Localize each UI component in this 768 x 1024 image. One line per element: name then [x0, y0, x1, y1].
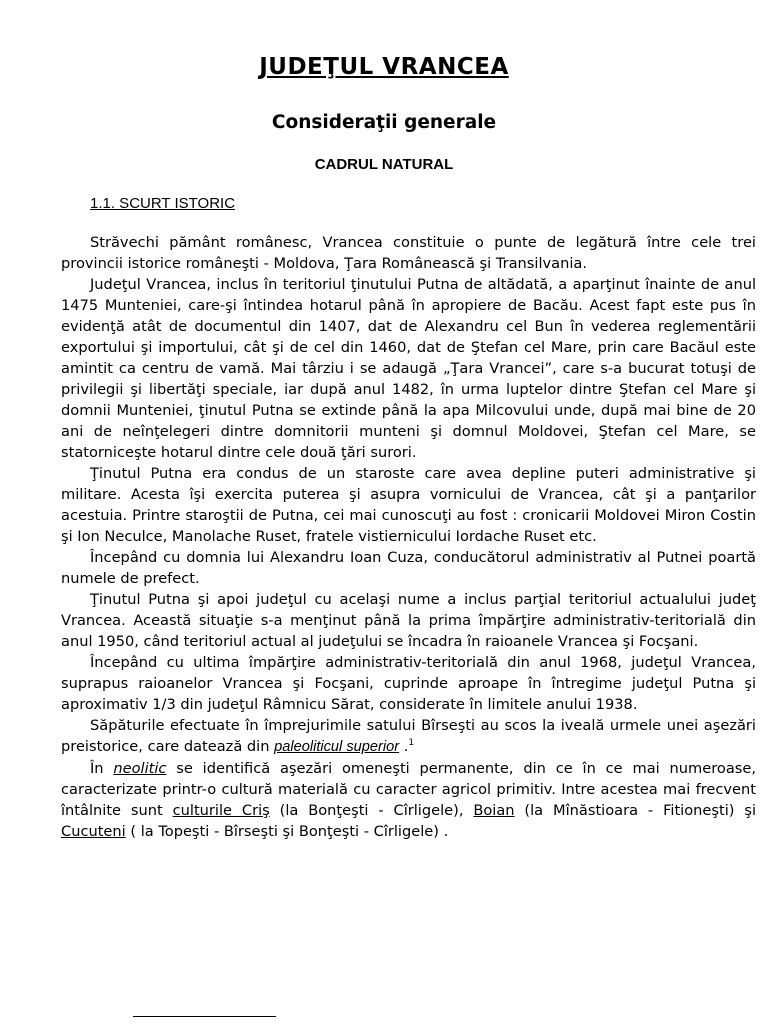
- paragraph: Ţinutul Putna şi apoi judeţul cu acelaşi nume a inclus parţial teritoriul actualului judeţ Vrancea. Această situaţie s-a menţinut până la prima împărţire administrativ-teritorială din anul 1950, când teritoriul actual al judeţului se încadra în raioanele Vrancea şi Focşani.: [61, 591, 756, 650]
- paragraph: [61, 715, 756, 758]
- footnote-separator: [133, 1016, 276, 1017]
- paragraph: [61, 758, 756, 842]
- cris-culture-term: culturile Criş: [172, 802, 270, 819]
- paragraph-text: .: [399, 738, 409, 755]
- section-heading: CADRUL NATURAL: [314, 156, 454, 173]
- paragraph-text: Săpăturile efectuate în împrejurimile satului Bîrseşti au scos la iveală urmele unei aşezări preistorice, care datează din: [61, 717, 756, 755]
- footnote-marker: 1: [408, 738, 415, 749]
- paleolitic-term: paleoliticul superior: [274, 739, 400, 755]
- paragraph: Străvechi pământ românesc, Vrancea constituie o punte de legătură între cele trei provincii istorice româneşti - Moldova, Ţara Românească şi Transilvania.: [61, 234, 756, 272]
- paragraph: Începând cu domnia lui Alexandru Ioan Cuza, conducătorul administrativ al Putnei poartă numele de prefect.: [61, 549, 756, 587]
- body-text: [61, 232, 756, 842]
- paragraph-text: (la Mînăstioara - Fitioneşti) şi: [514, 802, 756, 819]
- paragraph-text: În: [90, 760, 114, 777]
- paragraph: Începând cu ultima împărţire administrativ-teritorială din anul 1968, judeţul Vrancea, suprapus raioanelor Vrancea şi Focşani, cuprinde aproape în întregime judeţul Putna şi aproximativ 1/3 din judeţul Râmnicu Sărat, considerate în limitele anului 1938.: [61, 654, 756, 713]
- paragraph-text: (la Bonţeşti - Cîrligele),: [269, 802, 474, 819]
- paragraph-text: ( la Topeşti - Bîrseşti şi Bonţeşti - Cîrligele) .: [125, 823, 449, 840]
- paragraph-text: se identifică aşezări omeneşti permanente, din ce în ce mai numeroase, caracterizate printr-o cultură materială cu caracter agricol primitiv. Intre acestea mai frecvent întâlnite sunt: [61, 760, 756, 819]
- paragraph: Judeţul Vrancea, inclus în teritoriul ţinutului Putna de altădată, a aparţinut înainte de anul 1475 Munteniei, care-şi întindea hotarul până în apropiere de Bacău. Acest fapt este pus în evidenţă atât de documentul din 1407, dat de Alexandru cel Bun în vederea reglementării exportului şi importului, cât şi de cel din 1460, dat de Ştefan cel Mare, prin care Bacăul este amintit ca centru de vamă. Mai târziu i se adaugă „Ţara Vrancei”, care s-a bucurat totuşi de privilegii şi libertăţi speciale, iar după anul 1482, în urma luptelor dintre Ştefan cel Mare şi domnii Munteniei, ţinutul Putna se extinde până la apa Milcovului unde, după mai bine de 20 ani de neînţelegeri dintre domnitorii munteni şi domnul Moldovei, Ştefan cel Mare, se statorniceşte hotarul dintre cele două ţări surori.: [61, 276, 756, 461]
- document-subtitle: Consideraţii generale: [271, 112, 497, 133]
- boian-culture-term: Boian: [473, 802, 515, 819]
- cucuteni-culture-term: Cucuteni: [61, 823, 126, 840]
- paragraph: Ţinutul Putna era condus de un staroste care avea depline puteri administrative şi militare. Acesta îşi exercita puterea şi asupra vornicului de Vrancea, cât şi a panţarilor acestuia. Printre staroştii de Putna, cei mai cunoscuţi au fost : cronicarii Moldovei Miron Costin şi Ion Neculce, Manolache Ruset, fratele vistiernicului Iordache Ruset etc.: [61, 465, 756, 545]
- subsection-heading: 1.1. SCURT ISTORIC: [90, 195, 236, 212]
- document-title: JUDEŢUL VRANCEA: [259, 54, 509, 80]
- neolitic-term: neolitic: [113, 760, 167, 777]
